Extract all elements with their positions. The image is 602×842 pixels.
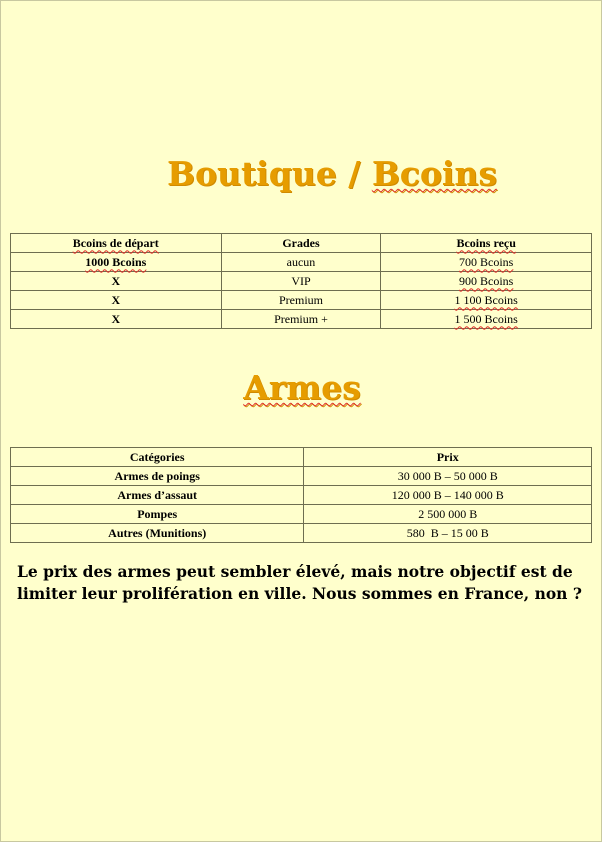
column-header: Prix (304, 448, 592, 467)
table-row (11, 272, 592, 291)
title-bcoins-word: Bcoins (371, 154, 497, 193)
table-cell: 2 500 000 B (304, 505, 592, 524)
table-cell: VIP (221, 272, 381, 291)
table-cell: Premium + (221, 310, 381, 329)
title-text: Boutique / (167, 154, 372, 193)
table-cell: 580 B – 15 00 B (304, 524, 592, 543)
armes-title: Armes (243, 368, 361, 407)
table-cell: X (11, 272, 222, 291)
table-cell: 700 Bcoins (381, 253, 592, 272)
table-cell: Pompes (11, 505, 304, 524)
table-cell: Autres (Munitions) (11, 524, 304, 543)
table-row (11, 467, 592, 486)
table-cell: 30 000 B – 50 000 B (304, 467, 592, 486)
table-row (11, 505, 592, 524)
table-row (11, 310, 592, 329)
table-cell: Premium (221, 291, 381, 310)
column-header: Bcoins de départ (11, 234, 222, 253)
table-cell: 1000 Bcoins (11, 253, 222, 272)
table-cell: aucun (221, 253, 381, 272)
table-cell: 120 000 B – 140 000 B (304, 486, 592, 505)
table-row (11, 486, 592, 505)
column-header: Grades (221, 234, 381, 253)
armes-table (10, 447, 592, 543)
table-cell: 900 Bcoins (381, 272, 592, 291)
table-header-row (11, 234, 592, 253)
column-header: Catégories (11, 448, 304, 467)
table-cell: 1 500 Bcoins (381, 310, 592, 329)
table-cell: Armes de poings (11, 467, 304, 486)
table-row (11, 253, 592, 272)
table-cell: X (11, 291, 222, 310)
column-header: Bcoins reçu (381, 234, 592, 253)
table-row (11, 524, 592, 543)
note-paragraph: Le prix des armes peut sembler élevé, mais notre objectif est de limiter leur prolifération en ville. Nous sommes en France, non ? (17, 562, 582, 603)
table-cell: X (11, 310, 222, 329)
table-cell: Armes d’assaut (11, 486, 304, 505)
table-row (11, 291, 592, 310)
boutique-title (1, 154, 602, 193)
table-header-row (11, 448, 592, 467)
table-cell: 1 100 Bcoins (381, 291, 592, 310)
bcoins-table (10, 233, 592, 329)
